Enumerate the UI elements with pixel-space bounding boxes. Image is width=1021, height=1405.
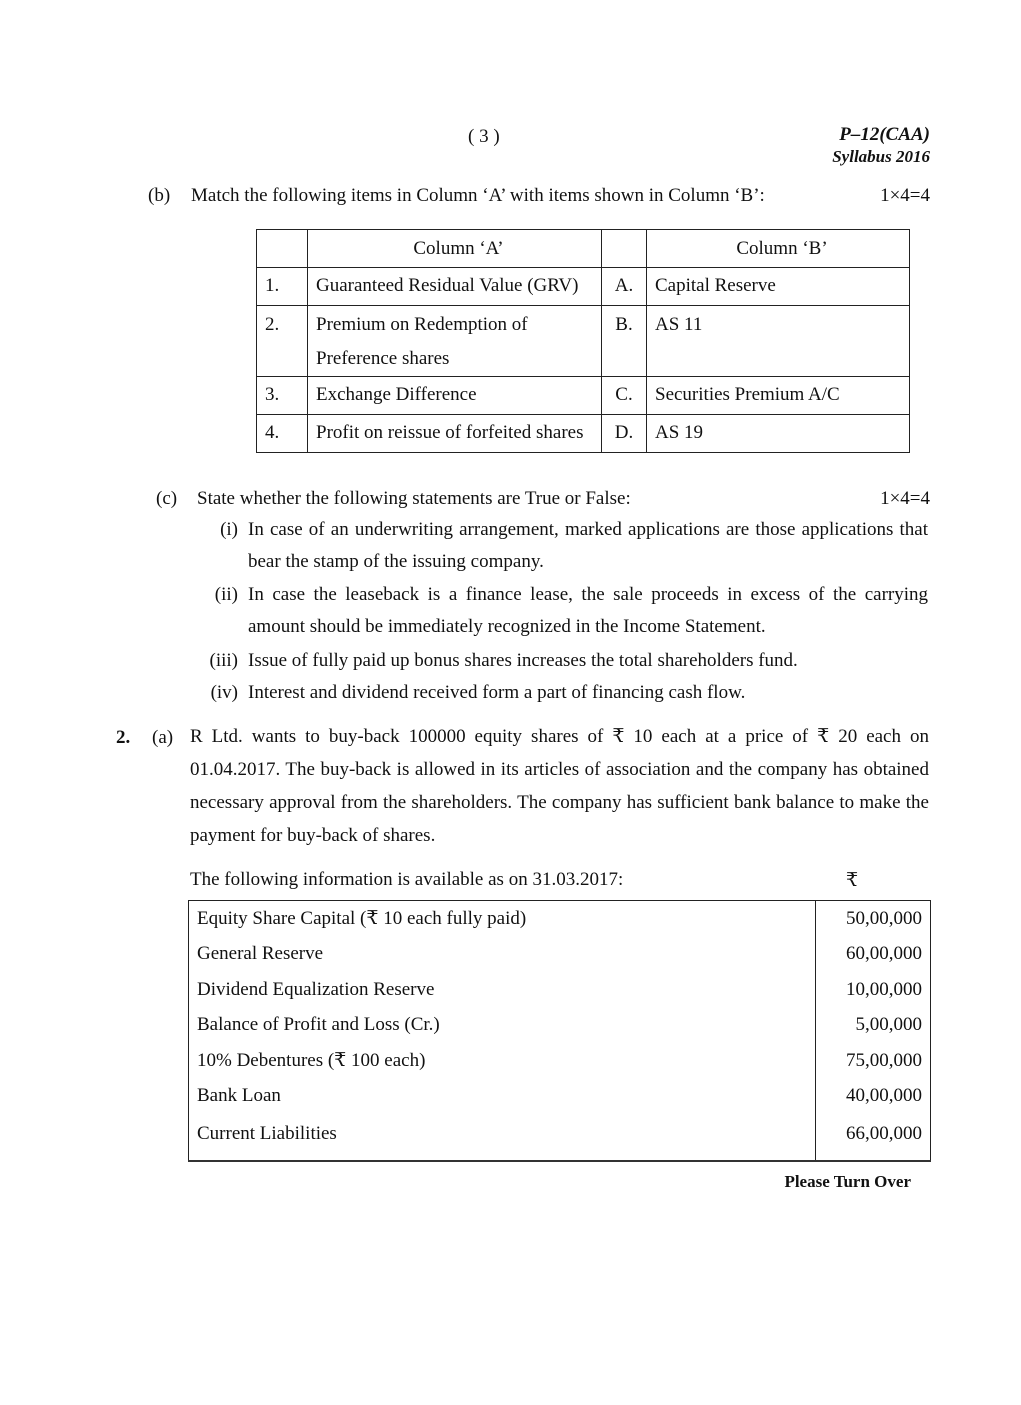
table-row (189, 1043, 931, 1079)
column-a-item-line2: Preference shares (316, 348, 450, 369)
item-label: 10% Debentures (₹ 100 each) (197, 1050, 426, 1072)
statement-text: In case of an underwriting arrangement, marked applications are those applications that bear the stamp of the issuing company. (248, 519, 928, 572)
paper-code: P–12(CAA) (839, 124, 930, 145)
question-number: 2. (116, 727, 131, 748)
header-blank (257, 230, 308, 268)
table-row (189, 901, 931, 937)
statement-label: (i) (220, 519, 238, 540)
row-number: 4. (257, 415, 308, 453)
column-a-item: Profit on reissue of forfeited shares (308, 415, 602, 453)
item-label: General Reserve (197, 943, 324, 965)
item-amount: 10,00,000 (816, 972, 931, 1008)
statement-label: (iii) (209, 650, 238, 671)
item-label: Balance of Profit and Loss (Cr.) (197, 1014, 440, 1036)
column-a-item (308, 306, 602, 377)
statement-label: (iv) (210, 682, 238, 703)
q1c-label: (c) (156, 488, 178, 509)
table-row (189, 1114, 931, 1161)
item-label: Current Liabilities (197, 1123, 337, 1144)
item-amount: 66,00,000 (816, 1114, 931, 1161)
row-letter: C. (602, 377, 647, 415)
statement-text: Issue of fully paid up bonus shares increases the total shareholders fund. (248, 650, 798, 671)
please-turn-over: Please Turn Over (784, 1172, 911, 1191)
table-row (189, 1079, 931, 1115)
q1b-label: (b) (148, 185, 171, 206)
row-number: 3. (257, 377, 308, 415)
match-table-header (257, 230, 910, 268)
q1c-instruction: State whether the following statements are True or False: (197, 488, 631, 509)
currency-symbol: ₹ (846, 870, 859, 891)
table-row (189, 1008, 931, 1044)
column-b-item: AS 19 (647, 415, 910, 453)
q2a-paragraph: R Ltd. wants to buy-back 100000 equity shares of ₹ 10 each at a price of ₹ 20 each on 01.04.2017. The buy-back is allowed in its articles of association and the company has obtained necessary approval from the shareholders. The company has sufficient bank balance to make the payment for buy-back of shares. (190, 726, 929, 846)
q2a-label: (a) (152, 727, 174, 748)
column-a-item: Guaranteed Residual Value (GRV) (308, 268, 602, 306)
row-number: 2. (257, 306, 308, 377)
column-b-item: AS 11 (647, 306, 910, 377)
page-number: ( 3 ) (468, 126, 500, 147)
column-a-item: Exchange Difference (308, 377, 602, 415)
item-amount: 40,00,000 (816, 1079, 931, 1115)
header-column-a: Column ‘A’ (308, 230, 602, 268)
q1b-instruction: Match the following items in Column ‘A’ with items shown in Column ‘B’: (191, 185, 765, 206)
table-row (257, 377, 910, 415)
table-row (257, 306, 910, 377)
item-label: Bank Loan (197, 1085, 281, 1107)
statement-label: (ii) (214, 584, 238, 605)
q1c-marks: 1×4=4 (880, 488, 930, 509)
item-amount: 50,00,000 (816, 901, 931, 937)
match-table (256, 229, 910, 453)
info-line: The following information is available as on 31.03.2017: (190, 869, 624, 890)
column-b-item: Capital Reserve (647, 268, 910, 306)
column-a-item-line1: Premium on Redemption of (316, 314, 528, 335)
row-letter: A. (602, 268, 647, 306)
item-label: Equity Share Capital (₹ 10 each fully paid) (197, 908, 527, 930)
syllabus-label: Syllabus 2016 (832, 147, 930, 166)
paper-code-block (832, 124, 930, 168)
row-letter: D. (602, 415, 647, 453)
item-amount: 5,00,000 (816, 1008, 931, 1044)
statement-text: In case the leaseback is a finance lease, the sale proceeds in excess of the carrying amount should be immediately recognized in the Income Statement. (248, 584, 928, 637)
table-row (257, 415, 910, 453)
item-amount: 75,00,000 (816, 1043, 931, 1079)
table-row (257, 268, 910, 306)
column-b-item: Securities Premium A/C (647, 377, 910, 415)
item-amount: 60,00,000 (816, 937, 931, 973)
header-column-b: Column ‘B’ (647, 230, 910, 268)
q1b-marks: 1×4=4 (880, 185, 930, 206)
liabilities-table (188, 900, 931, 1162)
statement-text: Interest and dividend received form a part of financing cash flow. (248, 682, 746, 703)
row-number: 1. (257, 268, 308, 306)
table-row (189, 937, 931, 973)
table-row (189, 972, 931, 1008)
row-letter: B. (602, 306, 647, 377)
item-label: Dividend Equalization Reserve (197, 978, 435, 1000)
header-blank (602, 230, 647, 268)
